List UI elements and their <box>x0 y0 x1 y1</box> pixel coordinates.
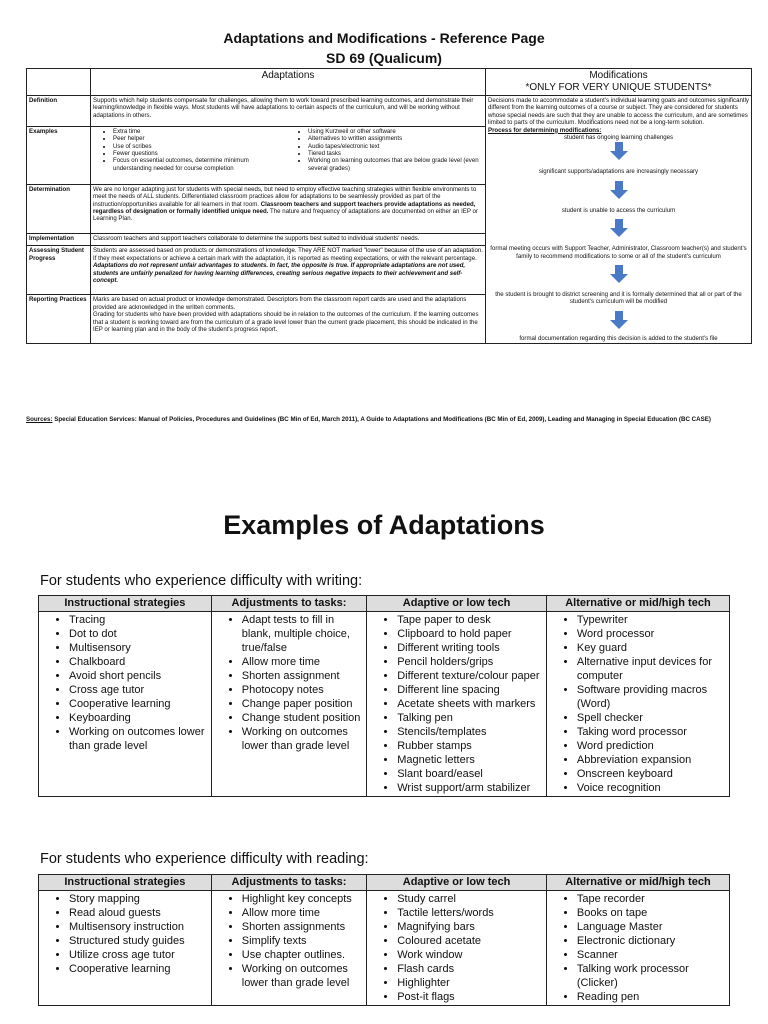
bullet-list <box>369 892 544 1004</box>
definition-label: Definition <box>27 96 91 127</box>
bullet-list <box>369 613 544 795</box>
list-item: • Use chapter outlines. <box>242 948 364 962</box>
reading-col-4 <box>546 891 729 1006</box>
list-item: • Shorten assignments <box>242 920 364 934</box>
page-title: Adaptations and Modifications - Reference Page <box>223 30 545 46</box>
column-header: Adjustments to tasks: <box>211 596 366 612</box>
bullet-list <box>41 613 209 753</box>
modifications-header-label: Modifications <box>589 70 648 81</box>
process-flow <box>488 134 749 342</box>
bullet-list <box>214 892 364 990</box>
writing-heading: For students who experience difficulty with writing: <box>40 573 363 589</box>
down-arrow-icon <box>610 274 628 283</box>
list-item: • Study carrel <box>397 892 544 906</box>
determination-bold: Classroom teachers and support teachers provide adaptations as needed, regardless of designation or formally identified unique need. <box>93 200 476 215</box>
list-item: • Taking word processor <box>577 725 727 739</box>
down-arrow-icon <box>610 228 628 237</box>
down-arrow-icon <box>610 151 628 160</box>
bullet-list <box>549 613 727 795</box>
adaptations-header: Adaptations <box>91 69 486 96</box>
list-item: • Shorten assignment <box>242 669 364 683</box>
list-item: • Tiered tasks <box>308 150 483 157</box>
assessing-cell <box>91 246 486 295</box>
list-item: • Alternatives to written assignments <box>308 135 483 142</box>
page-subtitle: SD 69 (Qualicum) <box>326 50 442 66</box>
list-item: • Pencil holders/grips <box>397 655 544 669</box>
column-header: Adaptive or low tech <box>367 875 547 891</box>
list-item: • Focus on essential outcomes, determine minimum understanding needed for course completion <box>113 157 288 172</box>
writing-col-4 <box>546 612 729 797</box>
process-step-5: the student is brought to district screening and it is formally determined that all or part of the student's curriculum will be modified <box>495 291 742 306</box>
list-item: • Chalkboard <box>69 655 209 669</box>
reporting-text: Marks are based on actual product or knowledge demonstrated. Descriptors from the classroom report cards are used and the adaptations provided are acknowledged in the written comments. <box>93 296 467 311</box>
process-label: Process for determining modifications: <box>488 126 602 134</box>
list-item: • Voice recognition <box>577 781 727 795</box>
process-step-6: formal documentation regarding this decision is added to the student's file <box>519 334 718 342</box>
determination-cell <box>91 184 486 233</box>
process-step-1: student has ongoing learning challenges <box>563 134 674 142</box>
sources-line <box>26 416 756 424</box>
reporting-text-2: Grading for students who have been provided with adaptations should be in relation to the outcomes of the curriculum. If the learning outcomes that a student is working toward are from the curriculum of a grade level lower than the current grade placement, this should be indicated in the IEP or learning plan and in the body of the student's progress report. <box>93 311 479 333</box>
down-arrow-icon <box>610 320 628 329</box>
list-item: • Keyboarding <box>69 711 209 725</box>
list-item: • Flash cards <box>397 962 544 976</box>
list-item: • Working on learning outcomes that are below grade level (even several grades) <box>308 157 483 172</box>
list-item: • Electronic dictionary <box>577 934 727 948</box>
list-item: • Tape recorder <box>577 892 727 906</box>
down-arrow-icon <box>610 190 628 199</box>
list-item: • Highlighter <box>397 976 544 990</box>
list-item: • Structured study guides <box>69 934 209 948</box>
list-item: • Spell checker <box>577 711 727 725</box>
reference-table <box>26 68 752 344</box>
reading-body-row <box>39 891 730 1006</box>
list-item: • Typewriter <box>577 613 727 627</box>
examples-lists <box>91 126 486 184</box>
list-item: • Post-it flags <box>397 990 544 1004</box>
writing-body-row <box>39 612 730 797</box>
list-item: • Software providing macros (Word) <box>577 683 727 711</box>
list-item: • Tape paper to desk <box>397 613 544 627</box>
list-item: • Reading pen <box>577 990 727 1004</box>
list-item: • Magnetic letters <box>397 753 544 767</box>
corner-cell <box>27 69 91 96</box>
writing-col-3 <box>367 612 547 797</box>
assessing-text: Students are assessed based on products or demonstrations of knowledge. They ARE NOT marked "lower" because of the use of an adaptation. If they meet expectations or achieve a certain mark with the adaptation, it is reported as meeting expectations, or with the relevant percentage. <box>93 247 483 262</box>
list-item: • Adapt tests to fill in blank, multiple choice, true/false <box>242 613 364 655</box>
list-item: • Extra time <box>113 128 288 135</box>
list-item: • Books on tape <box>577 906 727 920</box>
list-item: • Tracing <box>69 613 209 627</box>
definition-text: Supports which help students compensate for challenges, allowing them to work toward prescribed learning outcomes, and demonstrate their learning/knowledge in flexible ways. Most students will have adaptations to certain aspects of the curriculum, and will be working without adaptations in others. <box>91 96 486 127</box>
reference-header-row <box>27 69 752 96</box>
list-item: • Talking pen <box>397 711 544 725</box>
modifications-header-note: *ONLY FOR VERY UNIQUE STUDENTS* <box>525 82 712 93</box>
list-item: • Utilize cross age tutor <box>69 948 209 962</box>
reading-table <box>38 874 730 1006</box>
writing-table <box>38 595 730 797</box>
reading-col-1 <box>39 891 212 1006</box>
list-item: • Using Kurzweil or other software <box>308 128 483 135</box>
reading-col-3 <box>367 891 547 1006</box>
list-item: • Audio tapes/electronic text <box>308 143 483 150</box>
examples-right-list <box>288 128 483 172</box>
list-item: • Multisensory instruction <box>69 920 209 934</box>
list-item: • Different line spacing <box>397 683 544 697</box>
modifications-header <box>486 69 752 96</box>
reading-heading: For students who experience difficulty with reading: <box>40 851 369 867</box>
reading-header-row <box>39 875 730 891</box>
list-item: • Work window <box>397 948 544 962</box>
reading-col-2 <box>211 891 366 1006</box>
list-item: • Dot to dot <box>69 627 209 641</box>
sources-label: Sources: <box>26 416 53 423</box>
list-item: • Magnifying bars <box>397 920 544 934</box>
list-item: • Change paper position <box>242 697 364 711</box>
list-item: • Rubber stamps <box>397 739 544 753</box>
process-step-3: student is unable to access the curriculum <box>561 206 676 214</box>
writing-col-1 <box>39 612 212 797</box>
list-item: • Highlight key concepts <box>242 892 364 906</box>
bullet-list <box>549 892 727 1004</box>
examples-title: Examples of Adaptations <box>223 510 545 540</box>
list-item: • Coloured acetate <box>397 934 544 948</box>
list-item: • Word prediction <box>577 739 727 753</box>
assessing-label: Assessing Student Progress <box>27 246 91 295</box>
list-item: • Language Master <box>577 920 727 934</box>
list-item: • Alternative input devices for computer <box>577 655 727 683</box>
list-item: • Allow more time <box>242 906 364 920</box>
list-item: • Word processor <box>577 627 727 641</box>
list-item: • Cooperative learning <box>69 697 209 711</box>
list-item: • Scanner <box>577 948 727 962</box>
definition-row <box>27 96 752 127</box>
writing-header-row <box>39 596 730 612</box>
list-item: • Cooperative learning <box>69 962 209 976</box>
list-item: • Cross age tutor <box>69 683 209 697</box>
list-item: • Photocopy notes <box>242 683 364 697</box>
examples-left-list <box>93 128 288 172</box>
determination-text: We are no longer adapting just for students with special needs, but need to employ effective teaching strategies within flexible environments to meet the needs of ALL students. Differentiated classroom practices allow for adaptations to be seamlessly provided as part of the instruction/opportunities available for all learners in that room. <box>93 185 477 208</box>
examples-label: Examples <box>27 126 91 184</box>
column-header: Instructional strategies <box>39 875 212 891</box>
list-item: • Avoid short pencils <box>69 669 209 683</box>
column-header: Alternative or mid/high tech <box>546 875 729 891</box>
process-step-4: formal meeting occurs with Support Teacher, Administrator, Classroom teacher(s) and student's family to recommend modifications to some or all of the student's curriculum <box>490 245 747 260</box>
list-item: • Working on outcomes lower than grade level <box>69 725 209 753</box>
list-item: • Different writing tools <box>397 641 544 655</box>
list-item: • Multisensory <box>69 641 209 655</box>
modifications-column <box>486 96 752 344</box>
list-item: • Story mapping <box>69 892 209 906</box>
list-item: • Clipboard to hold paper <box>397 627 544 641</box>
list-item: • Change student position <box>242 711 364 725</box>
list-item: • Talking work processor (Clicker) <box>577 962 727 990</box>
list-item: • Slant board/easel <box>397 767 544 781</box>
bullet-list <box>41 892 209 976</box>
list-item: • Key guard <box>577 641 727 655</box>
bullet-list <box>214 613 364 753</box>
list-item: • Use of scribes <box>113 143 288 150</box>
list-item: • Stencils/templates <box>397 725 544 739</box>
list-item: • Abbreviation expansion <box>577 753 727 767</box>
implementation-text: Classroom teachers and support teachers collaborate to determine the supports best suited to individual students' needs. <box>91 233 486 246</box>
list-item: • Onscreen keyboard <box>577 767 727 781</box>
reporting-cell <box>91 295 486 344</box>
list-item: • Wrist support/arm stabilizer <box>397 781 544 795</box>
writing-col-2 <box>211 612 366 797</box>
column-header: Adjustments to tasks: <box>211 875 366 891</box>
list-item: • Allow more time <box>242 655 364 669</box>
list-item: • Peer helper <box>113 135 288 142</box>
list-item: • Simplify texts <box>242 934 364 948</box>
determination-tail: The nature and frequency of adaptations are documented on either an IEP or Learning Plan. <box>93 208 478 223</box>
list-item: • Acetate sheets with markers <box>397 697 544 711</box>
list-item: • Fewer questions <box>113 150 288 157</box>
column-header: Adaptive or low tech <box>367 596 547 612</box>
reporting-label: Reporting Practices <box>27 295 91 344</box>
column-header: Alternative or mid/high tech <box>546 596 729 612</box>
column-header: Instructional strategies <box>39 596 212 612</box>
list-item: • Tactile letters/words <box>397 906 544 920</box>
assessing-italic: Adaptations do not represent unfair advantages to students. In fact, the opposite is true. If appropriate adaptations are not used, students are unfairly penalized for having learning differences, creating serious negative impacts to their achievement and self-concept. <box>93 262 466 285</box>
list-item: • Different texture/colour paper <box>397 669 544 683</box>
sources-text: Special Education Services: Manual of Policies, Procedures and Guidelines (BC Min of Ed, March 2011), A Guide to Adaptations and Modifications (BC Min of Ed, 2009), Leading and Managing in Special Education (BC CASE) <box>54 416 711 423</box>
implementation-label: Implementation <box>27 233 91 246</box>
determination-label: Determination <box>27 184 91 233</box>
list-item: • Read aloud guests <box>69 906 209 920</box>
list-item: • Working on outcomes lower than grade level <box>242 725 364 753</box>
list-item: • Working on outcomes lower than grade level <box>242 962 364 990</box>
process-step-2: significant supports/adaptations are increasingly necessary <box>538 168 699 176</box>
modifications-definition: Decisions made to accommodate a student's individual learning goals and outcomes significantly different from the learning outcomes of a course or subject. They are considered for students whose special needs are such that they are unable to access the curriculum, and are sometimes limited to parts of the curriculum. Modifications need not be a long-term solution. <box>488 97 749 127</box>
